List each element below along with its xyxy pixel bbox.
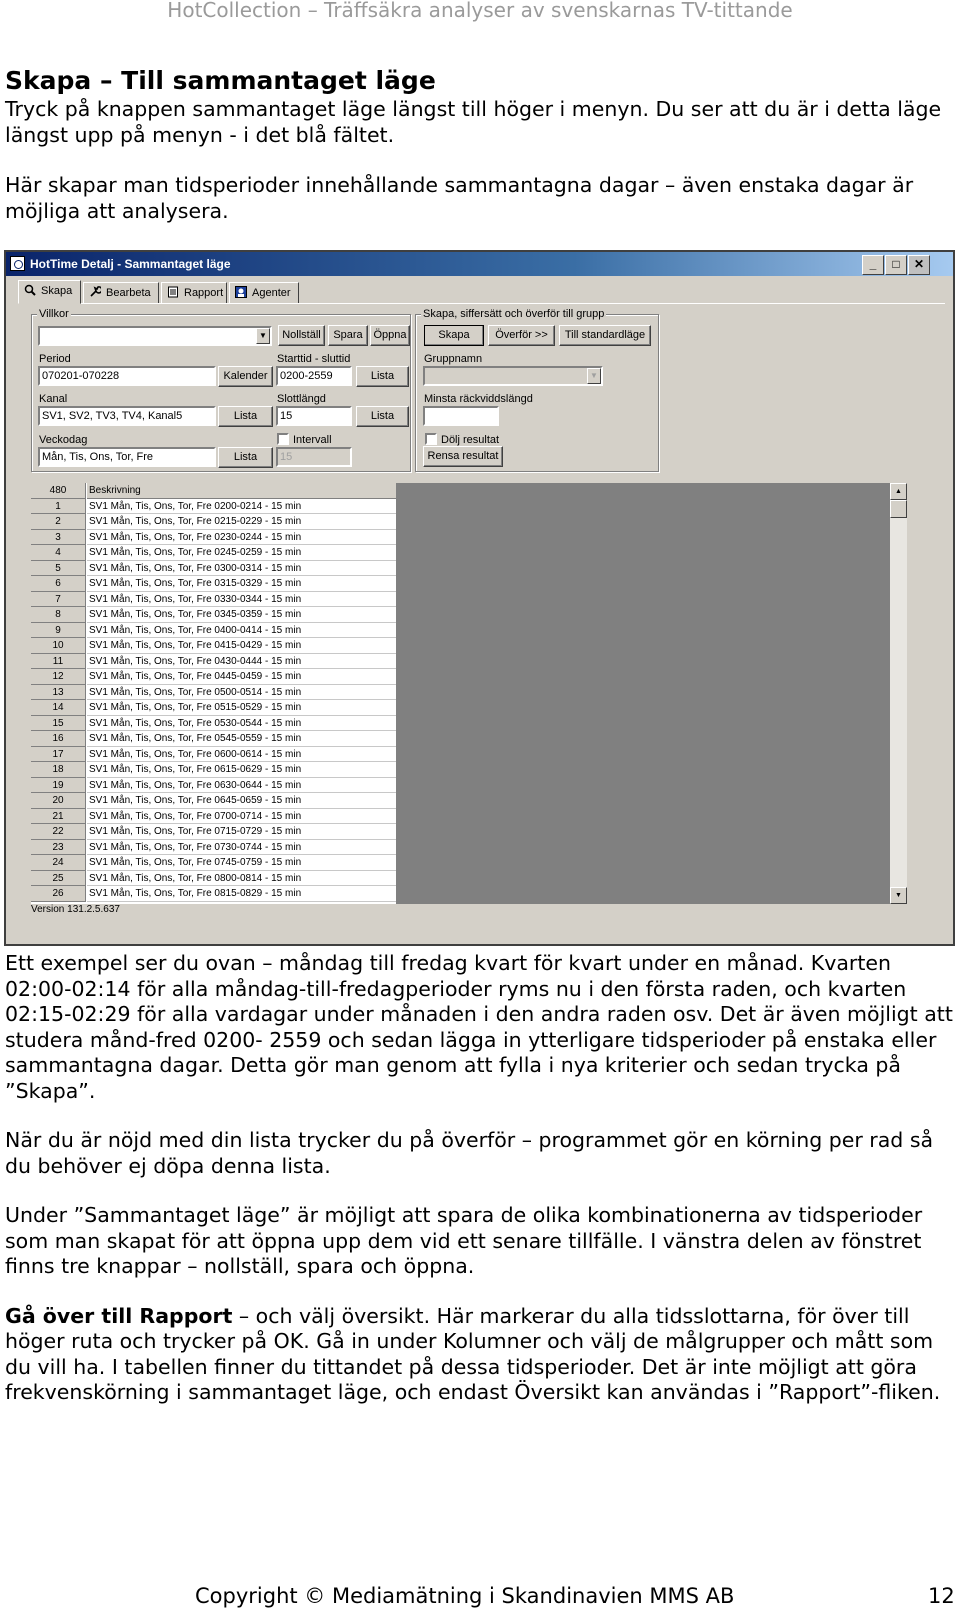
row-number: 10 bbox=[31, 638, 86, 654]
row-number: 15 bbox=[31, 716, 86, 732]
row-number: 12 bbox=[31, 669, 86, 685]
table-row[interactable] bbox=[31, 561, 396, 577]
row-number: 18 bbox=[31, 762, 86, 778]
row-description: SV1 Mån, Tis, Ons, Tor, Fre 0800-0814 - 15 min bbox=[87, 871, 396, 887]
slottlangd-label: Slottlängd bbox=[277, 393, 326, 405]
rapport-instruction-bold: Gå över till Rapport bbox=[5, 1303, 233, 1328]
grid-header-row bbox=[31, 483, 396, 499]
veckodag-input[interactable]: Mån, Tis, Ons, Tor, Fre bbox=[38, 447, 216, 467]
row-number: 24 bbox=[31, 855, 86, 871]
vertical-scrollbar[interactable] bbox=[890, 483, 907, 904]
grid-empty-area bbox=[396, 483, 890, 904]
table-row[interactable] bbox=[31, 824, 396, 840]
row-number: 23 bbox=[31, 840, 86, 856]
skapa-legend: Skapa, siffersätt och överför till grupp bbox=[423, 308, 605, 320]
table-row[interactable] bbox=[31, 747, 396, 763]
row-description: SV1 Mån, Tis, Ons, Tor, Fre 0730-0744 - 15 min bbox=[87, 840, 396, 856]
spara-button[interactable]: Spara bbox=[328, 325, 368, 346]
minsta-rackviddslangd-input[interactable] bbox=[423, 406, 499, 426]
minimize-icon[interactable]: _ bbox=[862, 255, 884, 275]
minsta-rackviddslangd-label: Minsta räckviddslängd bbox=[424, 393, 533, 405]
row-description: SV1 Mån, Tis, Ons, Tor, Fre 0500-0514 - 15 min bbox=[87, 685, 396, 701]
row-description: SV1 Mån, Tis, Ons, Tor, Fre 0615-0629 - 15 min bbox=[87, 762, 396, 778]
intro-paragraph-1: Tryck på knappen sammantaget läge längst till höger i menyn. Du ser att du är i detta läge längst upp på menyn - i det blå fältet. bbox=[5, 97, 942, 147]
kanal-input[interactable]: SV1, SV2, TV3, TV4, Kanal5 bbox=[38, 406, 216, 426]
body-paragraph-4 bbox=[5, 1304, 955, 1406]
row-description: SV1 Mån, Tis, Ons, Tor, Fre 0630-0644 - 15 min bbox=[87, 778, 396, 794]
table-row[interactable] bbox=[31, 654, 396, 670]
row-description: SV1 Mån, Tis, Ons, Tor, Fre 0300-0314 - 15 min bbox=[87, 561, 396, 577]
page-number: 12 bbox=[928, 1584, 955, 1608]
intervall-label: Intervall bbox=[293, 434, 332, 446]
maximize-icon[interactable]: □ bbox=[885, 255, 907, 275]
tab-bearbeta[interactable] bbox=[83, 282, 159, 304]
row-description: SV1 Mån, Tis, Ons, Tor, Fre 0515-0529 - 15 min bbox=[87, 700, 396, 716]
agent-icon bbox=[235, 286, 247, 298]
scroll-up-icon[interactable]: ▲ bbox=[890, 483, 907, 500]
close-icon[interactable]: ✕ bbox=[908, 255, 930, 275]
table-row[interactable] bbox=[31, 685, 396, 701]
scroll-down-icon[interactable]: ▼ bbox=[890, 887, 907, 904]
row-number: 11 bbox=[31, 654, 86, 670]
row-description: SV1 Mån, Tis, Ons, Tor, Fre 0645-0659 - 15 min bbox=[87, 793, 396, 809]
table-row[interactable] bbox=[31, 700, 396, 716]
tab-label: Skapa bbox=[41, 285, 73, 297]
row-number: 4 bbox=[31, 545, 86, 561]
app-icon bbox=[10, 256, 25, 271]
row-description: SV1 Mån, Tis, Ons, Tor, Fre 0715-0729 - 15 min bbox=[87, 824, 396, 840]
body-paragraph-2: När du är nöjd med din lista trycker du på överför – programmet gör en körning per rad så du behöver ej döpa denna lista. bbox=[5, 1128, 934, 1178]
villkor-legend: Villkor bbox=[39, 308, 69, 320]
row-number: 25 bbox=[31, 871, 86, 887]
row-description: SV1 Mån, Tis, Ons, Tor, Fre 0445-0459 - 15 min bbox=[87, 669, 396, 685]
veckodag-lista-button[interactable]: Lista bbox=[218, 447, 273, 468]
gruppnamn-dropdown[interactable] bbox=[423, 366, 603, 386]
chevron-down-icon: ▼ bbox=[256, 328, 270, 344]
row-number: 1 bbox=[31, 499, 86, 515]
scroll-thumb[interactable] bbox=[890, 500, 907, 518]
row-number: 16 bbox=[31, 731, 86, 747]
body-paragraph-3: Under ”Sammantaget läge” är möjligt att spara de olika kombinationerna av tidsperioder som man skapat för att öppna upp dem vid ett senare tillfälle. I vänstra delen av fönstret finns tre knappar – nollställ, spara och öppna. bbox=[5, 1203, 923, 1278]
row-number: 20 bbox=[31, 793, 86, 809]
starttid-input[interactable]: 0200-2559 bbox=[276, 366, 352, 386]
row-number: 19 bbox=[31, 778, 86, 794]
body-text bbox=[5, 951, 955, 1406]
table-row[interactable] bbox=[31, 762, 396, 778]
section-heading: Skapa – Till sammantaget läge bbox=[5, 66, 436, 95]
row-description: SV1 Mån, Tis, Ons, Tor, Fre 0545-0559 - 15 min bbox=[87, 731, 396, 747]
body-paragraph-1: Ett exempel ser du ovan – måndag till fredag kvart för kvart under en månad. Kvarten 02:00-02:14 för alla måndag-till-fredagperioder ryms nu i den första raden, och kvarten 02:15-02:29 för alla vardagar under månaden i den andra raden osv. Det är även möjligt att studera månd-fred 0200- 2559 och sedan lägga in ytterligare tidsperioder på enstaka eller sammantagna dagar. Detta gör man genom att fylla i nya kriterier och sedan trycka på ”Skapa”. bbox=[5, 951, 953, 1103]
row-number: 14 bbox=[31, 700, 86, 716]
table-row[interactable] bbox=[31, 871, 396, 887]
period-input[interactable]: 070201-070228 bbox=[38, 366, 216, 386]
intervall-checkbox[interactable] bbox=[277, 433, 289, 445]
row-description: SV1 Mån, Tis, Ons, Tor, Fre 0400-0414 - 15 min bbox=[87, 623, 396, 639]
table-row[interactable] bbox=[31, 576, 396, 592]
row-description: SV1 Mån, Tis, Ons, Tor, Fre 0230-0244 - 15 min bbox=[87, 530, 396, 546]
row-number: 5 bbox=[31, 561, 86, 577]
period-label: Period bbox=[39, 353, 71, 365]
row-number: 6 bbox=[31, 576, 86, 592]
window-titlebar bbox=[6, 252, 953, 276]
intro-paragraph-2: Här skapar man tidsperioder innehållande sammantagna dagar – även enstaka dagar är möjliga att analysera. bbox=[5, 173, 914, 223]
row-number: 2 bbox=[31, 514, 86, 530]
table-row[interactable] bbox=[31, 530, 396, 546]
kanal-lista-button[interactable]: Lista bbox=[218, 406, 273, 427]
till-standardlage-button[interactable]: Till standardläge bbox=[559, 325, 651, 346]
row-description: SV1 Mån, Tis, Ons, Tor, Fre 0700-0714 - 15 min bbox=[87, 809, 396, 825]
row-description: SV1 Mån, Tis, Ons, Tor, Fre 0415-0429 - 15 min bbox=[87, 638, 396, 654]
starttid-lista-button[interactable]: Lista bbox=[356, 366, 409, 387]
row-description: SV1 Mån, Tis, Ons, Tor, Fre 0530-0544 - 15 min bbox=[87, 716, 396, 732]
rapport-instruction-text: – och välj översikt. Här markerar du alla tidsslottarna, för över till höger ruta och trycker på OK. Gå in under Kolumner och välj de målgrupper och mått som du vill ha. I tabellen finner du tittandet på dessa tidsperioder. Det är inte möjligt att göra frekvenskörning i sammantaget läge, och endast Översikt kan användas i ”Rapport”-fliken. bbox=[5, 1303, 941, 1404]
row-description: SV1 Mån, Tis, Ons, Tor, Fre 0215-0229 - 15 min bbox=[87, 514, 396, 530]
footer-copyright: Copyright © Mediamätning i Skandinavien MMS AB bbox=[195, 1584, 735, 1608]
table-row[interactable] bbox=[31, 623, 396, 639]
running-header: HotCollection – Träffsäkra analyser av svenskarnas TV-tittande bbox=[167, 0, 793, 22]
row-description: SV1 Mån, Tis, Ons, Tor, Fre 0200-0214 - 15 min bbox=[87, 499, 396, 515]
row-number: 17 bbox=[31, 747, 86, 763]
table-row[interactable] bbox=[31, 809, 396, 825]
table-row[interactable] bbox=[31, 499, 396, 515]
starttid-label: Starttid - sluttid bbox=[277, 353, 351, 365]
kalender-button[interactable]: Kalender bbox=[218, 366, 273, 387]
table-row[interactable] bbox=[31, 545, 396, 561]
table-row[interactable] bbox=[31, 669, 396, 685]
report-icon bbox=[167, 286, 179, 298]
search-icon bbox=[24, 284, 36, 296]
tab-label: Bearbeta bbox=[106, 287, 151, 299]
row-number: 3 bbox=[31, 530, 86, 546]
tab-label: Agenter bbox=[252, 287, 291, 299]
chevron-down-icon: ▼ bbox=[587, 368, 601, 384]
row-description: SV1 Mån, Tis, Ons, Tor, Fre 0345-0359 - 15 min bbox=[87, 607, 396, 623]
row-description: SV1 Mån, Tis, Ons, Tor, Fre 0315-0329 - 15 min bbox=[87, 576, 396, 592]
row-description: SV1 Mån, Tis, Ons, Tor, Fre 0745-0759 - 15 min bbox=[87, 855, 396, 871]
oppna-button[interactable]: Öppna bbox=[370, 325, 410, 346]
table-row[interactable] bbox=[31, 592, 396, 608]
row-description: SV1 Mån, Tis, Ons, Tor, Fre 0815-0829 - 15 min bbox=[87, 886, 396, 902]
tab-rapport[interactable] bbox=[161, 282, 227, 304]
row-number: 22 bbox=[31, 824, 86, 840]
veckodag-label: Veckodag bbox=[39, 434, 88, 446]
table-row[interactable] bbox=[31, 793, 396, 809]
intervall-input[interactable]: 15 bbox=[276, 447, 352, 467]
row-count: 480 bbox=[31, 483, 86, 499]
row-number: 13 bbox=[31, 685, 86, 701]
table-row[interactable] bbox=[31, 731, 396, 747]
overfor-button[interactable]: Överför >> bbox=[488, 325, 555, 346]
row-number: 7 bbox=[31, 592, 86, 608]
table-row[interactable] bbox=[31, 778, 396, 794]
wrench-icon bbox=[89, 286, 101, 298]
table-row[interactable] bbox=[31, 607, 396, 623]
version-label: Version 131.2.5.637 bbox=[31, 904, 120, 915]
tab-divider bbox=[18, 303, 945, 304]
dolj-resultat-checkbox[interactable] bbox=[425, 433, 437, 445]
tab-agenter[interactable] bbox=[229, 282, 299, 304]
nollstall-button[interactable]: Nollställ bbox=[278, 325, 325, 346]
kanal-label: Kanal bbox=[39, 393, 68, 405]
slottlangd-input[interactable]: 15 bbox=[276, 406, 352, 426]
row-number: 9 bbox=[31, 623, 86, 639]
window-title: HotTime Detalj - Sammantaget läge bbox=[30, 257, 231, 271]
app-window bbox=[4, 250, 955, 946]
tab-label: Rapport bbox=[184, 287, 224, 299]
rensa-resultat-button[interactable]: Rensa resultat bbox=[423, 446, 503, 467]
column-header-beskrivning[interactable]: Beskrivning bbox=[87, 483, 396, 499]
results-grid[interactable] bbox=[31, 483, 396, 904]
intro-text bbox=[5, 97, 955, 224]
table-row[interactable] bbox=[31, 886, 396, 902]
row-description: SV1 Mån, Tis, Ons, Tor, Fre 0600-0614 - 15 min bbox=[87, 747, 396, 763]
villkor-dropdown[interactable] bbox=[38, 326, 272, 346]
row-description: SV1 Mån, Tis, Ons, Tor, Fre 0430-0444 - 15 min bbox=[87, 654, 396, 670]
table-row[interactable] bbox=[31, 638, 396, 654]
row-description: SV1 Mån, Tis, Ons, Tor, Fre 0245-0259 - 15 min bbox=[87, 545, 396, 561]
table-row[interactable] bbox=[31, 514, 396, 530]
row-number: 8 bbox=[31, 607, 86, 623]
table-row[interactable] bbox=[31, 716, 396, 732]
dolj-resultat-label: Dölj resultat bbox=[441, 434, 500, 446]
row-number: 21 bbox=[31, 809, 86, 825]
table-row[interactable] bbox=[31, 840, 396, 856]
tab-skapa[interactable] bbox=[18, 280, 81, 304]
gruppnamn-label: Gruppnamn bbox=[424, 353, 483, 365]
table-row[interactable] bbox=[31, 855, 396, 871]
row-description: SV1 Mån, Tis, Ons, Tor, Fre 0330-0344 - 15 min bbox=[87, 592, 396, 608]
skapa-button[interactable]: Skapa bbox=[424, 325, 484, 346]
slottlangd-lista-button[interactable]: Lista bbox=[356, 406, 409, 427]
row-number: 26 bbox=[31, 886, 86, 902]
